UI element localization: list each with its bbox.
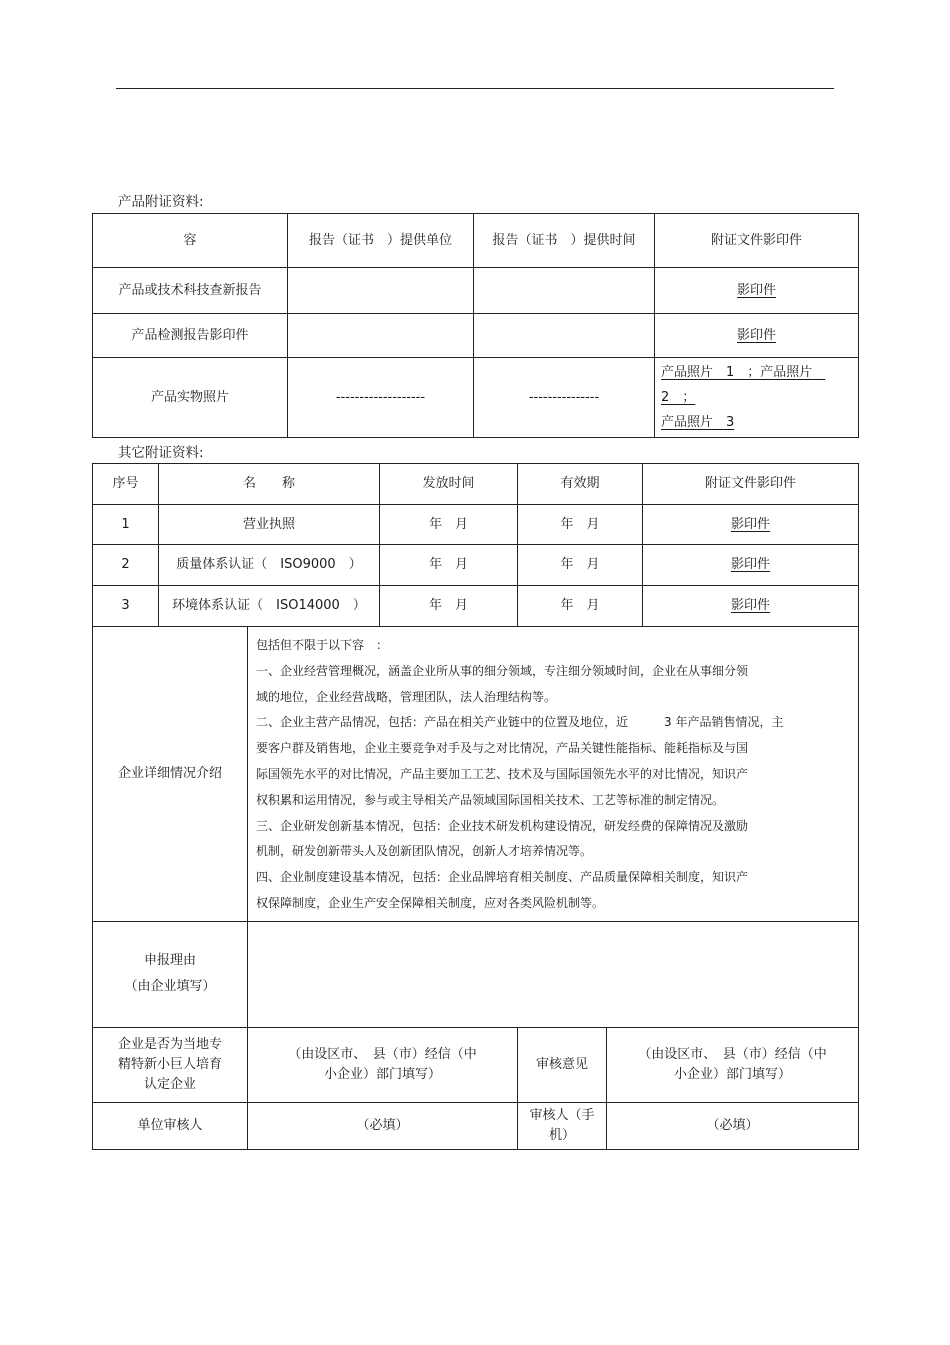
row-name: 质量体系认证（ ISO9000 ） <box>159 545 380 586</box>
table-row <box>93 268 859 314</box>
row-number: 1 <box>93 505 159 545</box>
photo-links-line2[interactable]: 产品照片 3 <box>661 415 735 430</box>
detail-line: 二、企业主营产品情况，包括：产品在相关产业链中的位置及地位，近 3 年产品销售情况，主 <box>256 715 784 730</box>
detail-label: 企业详细情况介绍 <box>93 627 248 922</box>
row-name: 产品实物照片 <box>93 358 288 438</box>
file-cell <box>643 505 859 545</box>
issue-date-cell[interactable]: 年 月 <box>380 586 518 627</box>
table-row <box>93 505 859 545</box>
other-attachments-table <box>92 463 859 1150</box>
review-fill-line2: 小企业）部门填写） <box>674 1066 792 1082</box>
provider-unit-cell[interactable] <box>288 314 474 358</box>
header-cell: 序号 <box>93 464 159 505</box>
file-link[interactable]: 影印件 <box>736 282 776 298</box>
file-cell <box>655 358 859 438</box>
detail-line: 四、企业制度建设基本情况，包括：企业品牌培育相关制度、产品质量保障相关制度，知识产 <box>256 870 749 885</box>
valid-date-cell[interactable]: 年 月 <box>518 586 643 627</box>
cultivation-fill-line2: 小企业）部门填写） <box>324 1066 442 1082</box>
header-cell: 发放时间 <box>380 464 518 505</box>
file-link[interactable]: 影印件 <box>731 598 771 613</box>
header-cell: 名 称 <box>159 464 380 505</box>
cultivation-fill-cell[interactable] <box>248 1027 518 1102</box>
detail-line: 包括但不限于以下容 ： <box>256 638 389 652</box>
detail-line: 一、企业经营管理概况，涵盖企业所从事的细分领域，专注细分领域时间，企业在从事细分领 <box>256 663 749 678</box>
table-row <box>93 545 859 586</box>
table-row <box>93 358 859 438</box>
file-link[interactable]: 影印件 <box>736 327 776 343</box>
detail-line: 权保障制度，企业生产安全保障相关制度，应对各类风险机制等。 <box>256 895 605 910</box>
detail-line: 域的地位，企业经营战略，管理团队，法人治理结构等。 <box>256 689 557 704</box>
issue-date-cell[interactable]: 年 月 <box>380 545 518 586</box>
product-attachments-table <box>92 213 859 438</box>
reason-label <box>93 921 248 1027</box>
provider-time-cell[interactable] <box>474 268 655 314</box>
header-cell: 报告（证书 ）提供单位 <box>288 214 474 268</box>
row-name: 营业执照 <box>159 505 380 545</box>
cultivation-fill-line1: （由设区市、 县（市）经信（中 <box>288 1046 477 1062</box>
cultivation-label-line2: 精特新小巨人培育 <box>117 1056 222 1072</box>
cultivation-label-line3: 认定企业 <box>143 1076 196 1092</box>
cultivation-label-line1: 企业是否为当地专 <box>117 1036 222 1052</box>
cultivation-row <box>93 1027 859 1102</box>
product-section-caption: 产品附证资料: <box>118 194 204 210</box>
file-cell <box>655 268 859 314</box>
table-header-row <box>93 464 859 505</box>
reason-label-line2: （由企业填写） <box>124 979 216 995</box>
reviewer-phone-input[interactable]: （必填） <box>607 1102 859 1149</box>
file-link[interactable]: 影印件 <box>731 557 771 572</box>
reason-label-line1: 申报理由 <box>143 953 196 969</box>
detail-content[interactable] <box>248 627 859 922</box>
provider-unit-cell: ------------------- <box>288 358 474 438</box>
detail-line: 际国领先水平的对比情况，产品主要加工工艺、技术及与国际国领先水平的对比情况，知识产 <box>256 766 749 781</box>
table-header-row <box>93 214 859 268</box>
detail-line: 要客户群及销售地，企业主要竞争对手及与之对比情况，产品关键性能指标、能耗指标及与国 <box>256 741 749 756</box>
table-row <box>93 314 859 358</box>
cultivation-label <box>93 1027 248 1102</box>
detail-line: 机制，研发创新带头人及创新团队情况，创新人才培养情况等。 <box>256 844 593 859</box>
file-link[interactable]: 影印件 <box>731 516 771 532</box>
header-cell: 报告（证书 ）提供时间 <box>474 214 655 268</box>
issue-date-cell[interactable]: 年 月 <box>380 505 518 545</box>
review-fill-cell[interactable] <box>607 1027 859 1102</box>
header-rule <box>116 88 834 89</box>
file-cell <box>643 545 859 586</box>
reviewer-row <box>93 1102 859 1149</box>
header-cell: 有效期 <box>518 464 643 505</box>
row-name: 产品或技术科技查新报告 <box>93 268 288 314</box>
table-row <box>93 586 859 627</box>
valid-date-cell[interactable]: 年 月 <box>518 505 643 545</box>
file-cell <box>643 586 859 627</box>
reason-input[interactable] <box>248 921 859 1027</box>
other-section-caption: 其它附证资料: <box>118 445 204 461</box>
provider-time-cell: --------------- <box>474 358 655 438</box>
reviewer-input[interactable]: （必填） <box>248 1102 518 1149</box>
row-name: 产品检测报告影印件 <box>93 314 288 358</box>
header-cell: 容 <box>93 214 288 268</box>
file-cell <box>655 314 859 358</box>
reason-row <box>93 921 859 1027</box>
photo-links-line1[interactable]: 产品照片 1 ；产品照片 2 ； <box>661 365 826 405</box>
detail-row <box>93 627 859 922</box>
valid-date-cell[interactable]: 年 月 <box>518 545 643 586</box>
row-name: 环境体系认证（ ISO14000 ） <box>159 586 380 627</box>
row-number: 3 <box>93 586 159 627</box>
reviewer-phone-label: 审核人（手机） <box>518 1102 607 1149</box>
provider-unit-cell[interactable] <box>288 268 474 314</box>
review-fill-line1: （由设区市、 县（市）经信（中 <box>638 1046 827 1062</box>
header-cell: 附证文件影印件 <box>643 464 859 505</box>
detail-line: 权积累和运用情况，参与或主导相关产品领域国际国相关技术、工艺等标准的制定情况。 <box>256 792 725 807</box>
header-cell: 附证文件影印件 <box>655 214 859 268</box>
reviewer-label: 单位审核人 <box>93 1102 248 1149</box>
row-number: 2 <box>93 545 159 586</box>
review-label: 审核意见 <box>518 1027 607 1102</box>
provider-time-cell[interactable] <box>474 314 655 358</box>
detail-line: 三、企业研发创新基本情况，包括：企业技术研发机构建设情况，研发经费的保障情况及激励 <box>256 818 749 833</box>
